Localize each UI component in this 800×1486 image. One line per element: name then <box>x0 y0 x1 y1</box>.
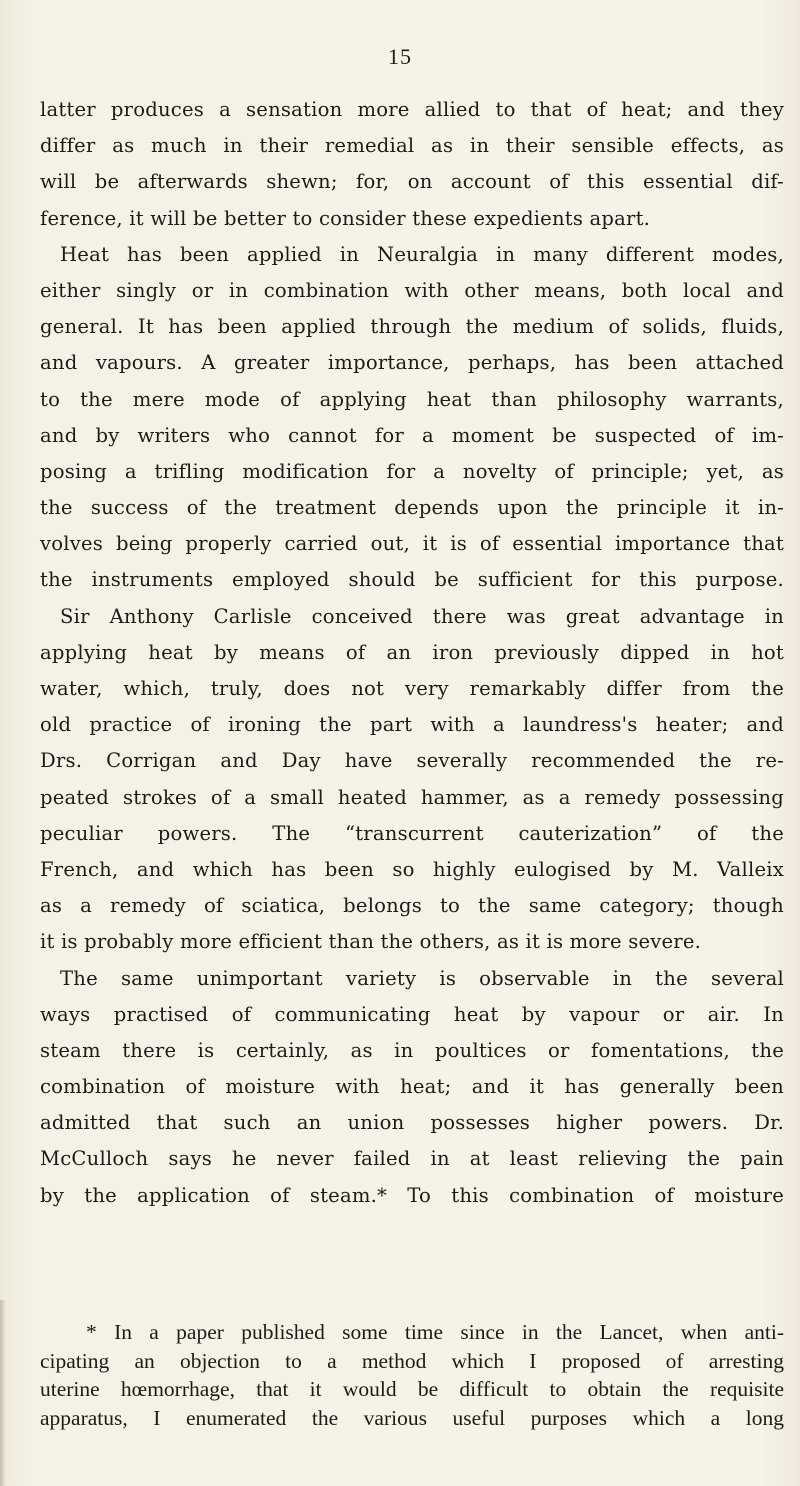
text-line: posing a trifling modification for a novelty of principle; yet, as <box>40 459 784 483</box>
text-line: differ as much in their remedial as in their sensible effects, as <box>40 134 784 158</box>
footnote-line: cipating an objection to a method which I proposed of arresting <box>40 1348 784 1373</box>
text-line: general. It has been applied through the medium of solids, fluids, <box>40 315 784 339</box>
text-line: Sir Anthony Carlisle conceived there was great advantage in <box>60 604 784 628</box>
footnote <box>40 1318 784 1432</box>
text-line: combination of moisture with heat; and it has generally been <box>40 1075 784 1099</box>
text-line: French, and which has been so highly eulogised by M. Valleix <box>40 857 784 881</box>
text-line: and by writers who cannot for a moment be suspected of im- <box>40 423 784 447</box>
text-line: will be afterwards shewn; for, on account of this essential dif- <box>40 170 784 194</box>
text-line: to the mere mode of applying heat than philosophy warrants, <box>40 387 784 411</box>
text-line: Drs. Corrigan and Day have severally recommended the re- <box>40 749 784 773</box>
text-line: latter produces a sensation more allied to that of heat; and they <box>40 98 784 121</box>
text-line: it is probably more efficient than the others, as it is more severe. <box>40 930 702 954</box>
text-line: McCulloch says he never failed in at least relieving the pain <box>40 1147 784 1171</box>
footnote-line: uterine hœmorrhage, that it would be difficult to obtain the requisite <box>40 1377 784 1401</box>
text-line: Heat has been applied in Neuralgia in many different modes, <box>60 242 784 266</box>
text-line: as a remedy of sciatica, belongs to the same category; though <box>40 894 784 918</box>
footnote-line: apparatus, I enumerated the various useful purposes which a long <box>40 1405 784 1430</box>
text-line: peated strokes of a small heated hammer, as a remedy possessing <box>40 785 784 809</box>
text-line: applying heat by means of an iron previously dipped in hot <box>40 640 784 664</box>
text-line: ways practised of communicating heat by vapour or air. In <box>40 1002 784 1026</box>
footnote-line: * In a paper published some time since in the Lancet, when anti- <box>86 1320 784 1344</box>
text-line: by the application of steam.* To this combination of moisture <box>40 1183 784 1207</box>
body-text <box>40 92 784 1214</box>
text-line: and vapours. A greater importance, perhaps, has been attached <box>40 351 784 375</box>
text-line: The same unimportant variety is observable in the several <box>60 966 784 990</box>
page-edge-shadow <box>0 1300 6 1486</box>
text-line: admitted that such an union possesses higher powers. Dr. <box>40 1111 784 1135</box>
text-line: water, which, truly, does not very remarkably differ from the <box>40 677 784 700</box>
text-line: old practice of ironing the part with a laundress's heater; and <box>40 713 784 737</box>
text-line: steam there is certainly, as in poultices or fomentations, the <box>40 1038 784 1062</box>
text-line: peculiar powers. The “transcurrent cauterization” of the <box>40 821 784 845</box>
page-number: 15 <box>388 44 412 69</box>
text-line: the success of the treatment depends upon the principle it in- <box>40 496 784 520</box>
text-line: the instruments employed should be sufficient for this purpose. <box>40 568 784 592</box>
text-line: either singly or in combination with other means, both local and <box>40 278 784 302</box>
text-line: ference, it will be better to consider these expedients apart. <box>40 206 651 230</box>
text-line: volves being properly carried out, it is of essential importance that <box>40 532 784 556</box>
